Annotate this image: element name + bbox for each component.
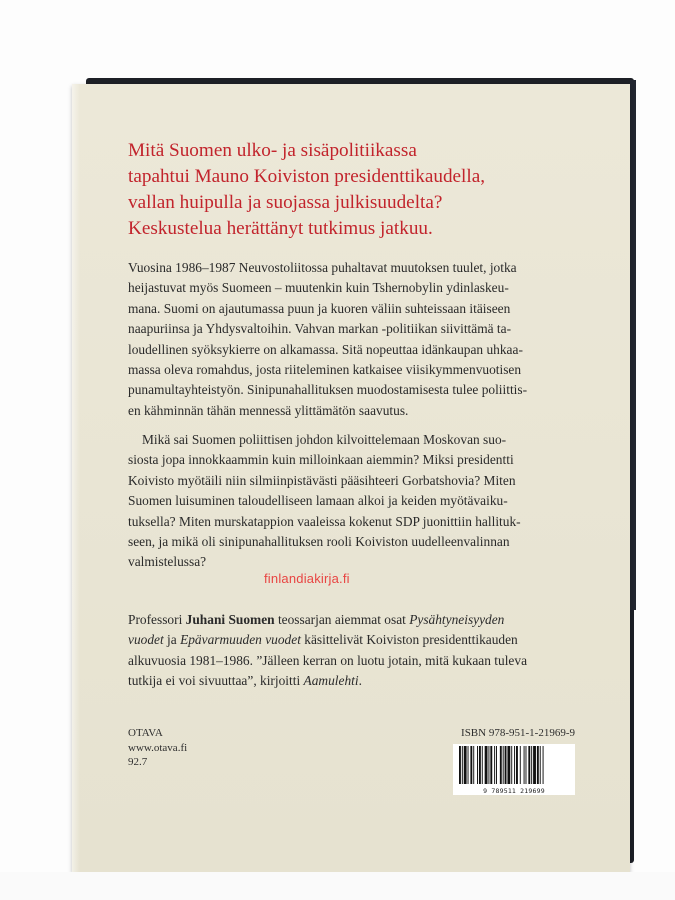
- text-line: Koivisto myötäili niin silmiinpistävästi pääsihteeri Gorbatshovia? Miten: [128, 472, 516, 488]
- barcode-bar: [505, 746, 507, 784]
- publisher-info: [128, 726, 187, 770]
- text-run: .: [358, 673, 362, 689]
- text-line: massa oleva romahdus, josta riiteleminen katkaisee viisikymmenvuotisen: [128, 362, 522, 378]
- barcode-bar: [514, 746, 515, 784]
- seller-watermark: finlandiakirja.fi: [264, 571, 350, 586]
- barcode-bar: [473, 746, 474, 784]
- book-back-cover: [72, 84, 630, 872]
- text-line: tuksella? Miten murskatappion vaaleissa kokenut SDP juonittiin hallituk-: [128, 513, 521, 529]
- quote-source: Aamulehti: [303, 673, 359, 689]
- text-line: Suomen luisuminen taloudelliseen lamaan alkoi ja keiden myötävaiku-: [128, 493, 508, 509]
- headline-line: vallan huipulla ja suojassa julkisuudelta?: [128, 192, 443, 213]
- text-line: en kähminnän tähän mennessä ylittämätön saavutus.: [128, 402, 409, 418]
- text-line: siosta jopa innokkaammin kuin milloinkaan aiemmin? Miksi presidentti: [128, 452, 514, 468]
- barcode: [453, 744, 575, 794]
- text-line: [128, 671, 570, 691]
- headline-line: tapahtui Mauno Koiviston presidenttikaudella,: [128, 166, 486, 187]
- barcode-bars-icon: [453, 744, 575, 786]
- barcode-bar: [468, 746, 469, 784]
- text-line: valmistelussa?: [128, 554, 207, 570]
- publisher-website: www.otava.fi: [128, 741, 188, 754]
- book-title: Epävarmuuden vuodet: [180, 632, 301, 648]
- text-line: seen, ja mikä oli sinipunahallituksen rooli Koiviston uudelleenvalinnan: [128, 534, 510, 550]
- barcode-bar: [537, 746, 539, 784]
- blurb-paragraph-3: [128, 610, 570, 692]
- barcode-bar: [528, 746, 530, 784]
- barcode-bar: [507, 746, 510, 784]
- blurb-paragraph-2: [128, 430, 570, 573]
- headline-line: Mitä Suomen ulko- ja sisäpolitiikassa: [128, 140, 417, 161]
- book-title: Pysähtyneisyyden: [409, 612, 505, 627]
- book-edge: [630, 80, 636, 610]
- text-line: punamultayhteistyön. Sinipunahallituksen muodostamisesta tulee poliittis-: [128, 382, 528, 398]
- text-line: mana. Suomi on ajautumassa puun ja kuoren väliin suhteissaan itäiseen: [128, 300, 511, 316]
- barcode-bar: [459, 746, 461, 784]
- barcode-bar: [494, 746, 495, 784]
- cover-headline: [128, 138, 598, 242]
- barcode-bar: [526, 746, 527, 784]
- barcode-bar: [470, 746, 472, 784]
- isbn-label: ISBN 978-951-1-21969-9: [461, 727, 575, 739]
- barcode-bar: [479, 746, 481, 784]
- barcode-bar: [485, 746, 488, 784]
- text-run: käsittelivät Koiviston presidenttikauden: [300, 632, 518, 648]
- text-line: Mikä sai Suomen poliittisen johdon kilvoittelemaan Moskovan suo-: [142, 432, 507, 447]
- publisher-code: 92.7: [128, 756, 148, 768]
- barcode-digits: 9 789511 219699: [453, 787, 575, 795]
- barcode-bar: [531, 746, 532, 784]
- barcode-bar: [533, 746, 536, 784]
- book-title: vuodet: [128, 632, 164, 648]
- author-name: Juhani Suomen: [185, 612, 275, 627]
- barcode-bar: [464, 746, 467, 784]
- blurb-paragraph-1: [128, 258, 570, 421]
- barcode-bar: [496, 746, 497, 784]
- background-surface: [0, 872, 675, 900]
- barcode-bar: [503, 746, 504, 784]
- barcode-bar: [516, 746, 518, 784]
- text-line: alkuvuosia 1981–1986. ”Jälleen kerran on luotu jotain, mitä kukaan tuleva: [128, 652, 528, 668]
- text-line: Vuosina 1986–1987 Neuvostoliitossa puhaltavat muutoksen tuulet, jotka: [128, 260, 517, 275]
- text-line: loudellinen syöksykierre on alkamassa. Sitä nopeuttaa idänkaupan uhkaa-: [128, 341, 523, 357]
- text-line: naapuriinsa ja Yhdysvaltoihin. Vahvan markan -politiikan siivittämä ta-: [128, 321, 512, 337]
- text-run: Professori: [128, 612, 186, 627]
- barcode-bar: [520, 746, 521, 784]
- barcode-bar: [477, 746, 478, 784]
- barcode-bar: [462, 746, 463, 784]
- cover-highlight: [72, 84, 80, 872]
- text-run: teossarjan aiemmat osat: [274, 612, 410, 627]
- text-run: tutkija ei voi sivuuttaa”, kirjoitti: [128, 673, 304, 689]
- barcode-bar: [543, 746, 544, 784]
- isbn-block: [453, 726, 575, 794]
- text-run: ja: [163, 632, 181, 648]
- publisher-name: OTAVA: [128, 727, 163, 739]
- barcode-bar: [500, 746, 502, 784]
- barcode-bar: [490, 746, 492, 784]
- barcode-bar: [524, 746, 525, 784]
- text-line: heijastuvat myös Suomeen – muutenkin kuin Tshernobylin ydinlaskeu-: [128, 280, 509, 296]
- barcode-bar: [482, 746, 483, 784]
- text-line: [128, 610, 570, 630]
- text-line: [128, 630, 570, 650]
- barcode-bar: [511, 746, 512, 784]
- barcode-bar: [488, 746, 489, 784]
- barcode-bar: [540, 746, 541, 784]
- headline-line: Keskustelua herättänyt tutkimus jatkuu.: [128, 218, 433, 239]
